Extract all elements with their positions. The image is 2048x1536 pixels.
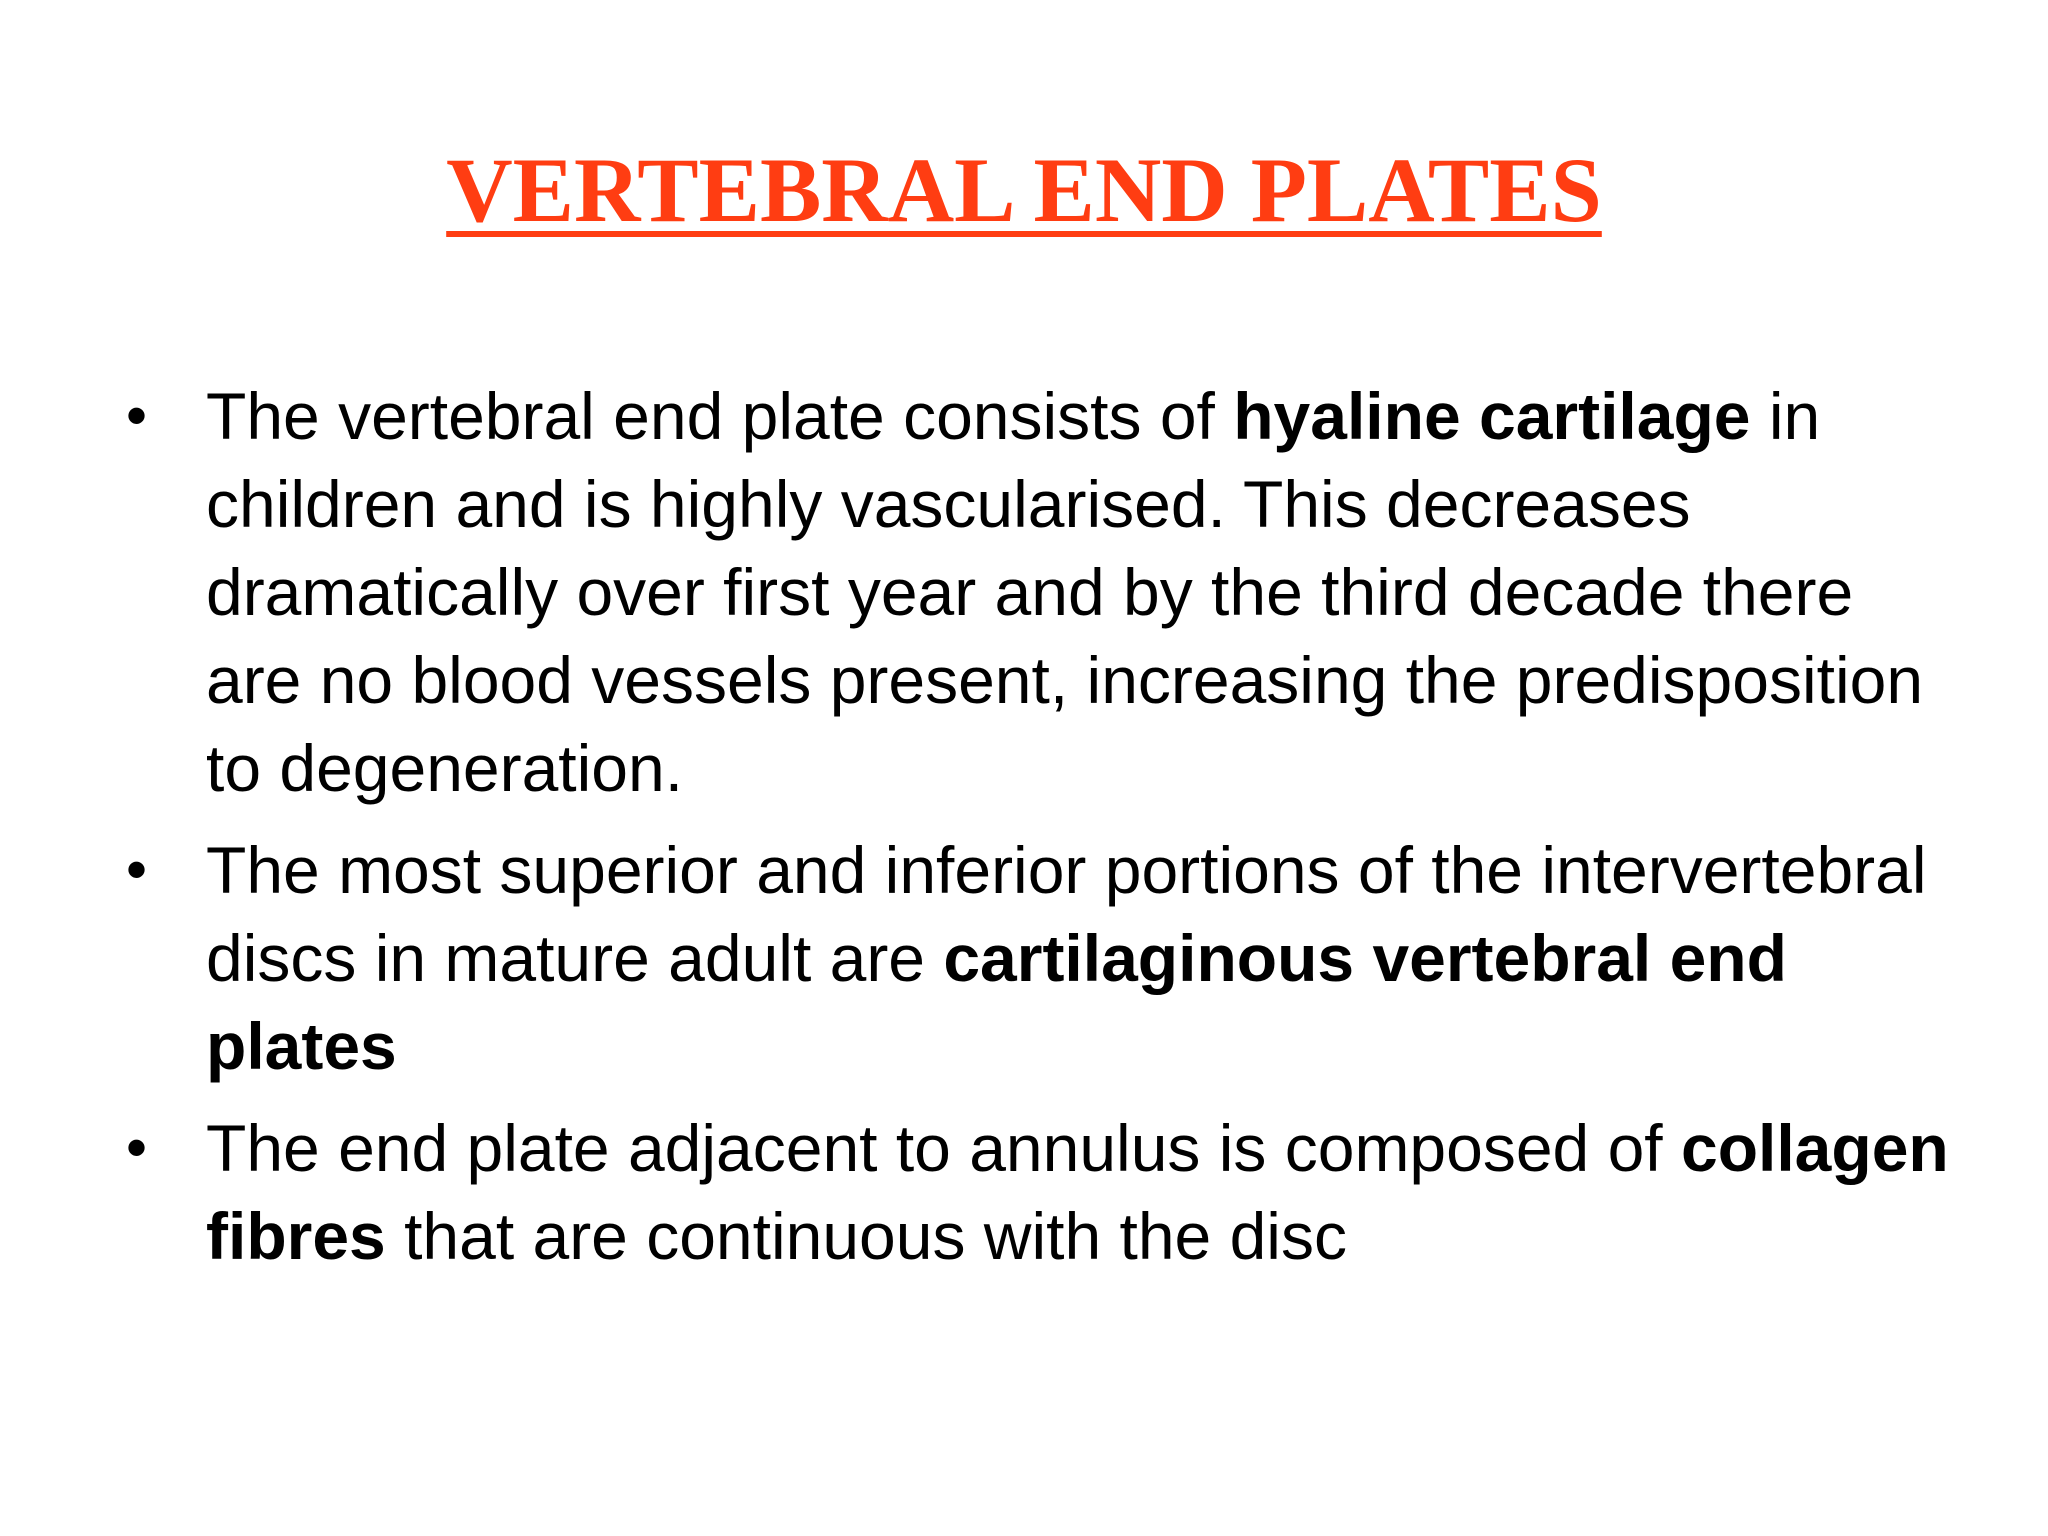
bullet-text-3-part-1: The end plate adjacent to annulus is composed of	[206, 1111, 1681, 1185]
bullet-list	[120, 372, 1950, 1294]
bullet-item-2	[120, 826, 1950, 1090]
bullet-text-2-emphasis: cartilaginous vertebral end plates	[206, 921, 1787, 1083]
bullet-text-2-part-1: The most superior and inferior portions of the intervertebral discs in mature adult are	[206, 833, 1927, 995]
bullet-item-1	[120, 372, 1950, 812]
bullet-text-1-part-1: The vertebral end plate consists of	[206, 379, 1234, 453]
bullet-item-3	[120, 1104, 1950, 1280]
bullet-text-3-emphasis: collagen fibres	[206, 1111, 1949, 1273]
bullet-icon: •	[126, 836, 148, 903]
bullet-text-1-part-2: in children and is highly vascularised. This decreases dramatically over first year and by the third decade there are no blood vessels present, increasing the predisposition to degeneration.	[206, 379, 1924, 805]
bullet-text-1-emphasis: hyaline cartilage	[1233, 379, 1751, 453]
slide-title: VERTEBRAL END PLATES	[446, 139, 1602, 241]
bullet-text-3-part-2: that are continuous with the disc	[385, 1199, 1347, 1273]
bullet-icon: •	[126, 1114, 148, 1181]
bullet-icon: •	[126, 382, 148, 449]
